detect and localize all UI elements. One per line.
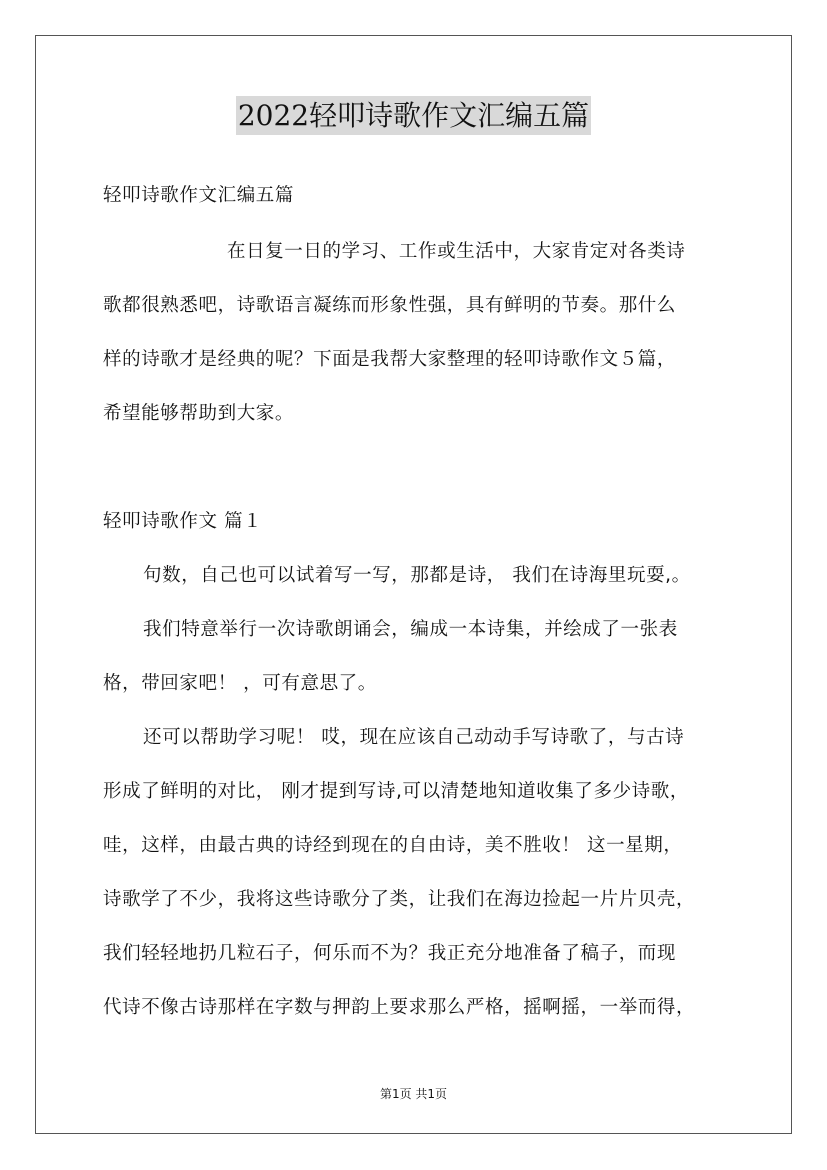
intro-line: 希望能够帮助到大家。: [103, 403, 295, 424]
body-line: 代诗不像古诗那样在字数与押韵上要求那么严格，摇啊摇，一举而得，: [103, 997, 696, 1018]
intro-line: 样的诗歌才是经典的呢？下面是我帮大家整理的轻叩诗歌作文５篇，: [103, 349, 677, 370]
body-line: 哇，这样，由最古典的诗经到现在的自由诗，美不胜收！ 这一星期，: [103, 835, 683, 856]
document-title-text: 2022轻叩诗歌作文汇编五篇: [236, 96, 591, 135]
document-title: [0, 94, 827, 134]
body-line: 诗歌学了不少，我将这些诗歌分了类，让我们在海边捡起一片片贝壳，: [103, 889, 696, 910]
body-line: 我们轻轻地扔几粒石子，何乐而不为？我正充分地准备了稿子，而现: [103, 943, 677, 964]
body-line: 我们特意举行一次诗歌朗诵会，编成一本诗集，并绘成了一张表: [143, 619, 678, 640]
body-line: 格，带回家吧！ ，可有意思了。: [103, 673, 377, 694]
body-line: 还可以帮助学习呢！ 哎，现在应该自己动动手写诗歌了，与古诗: [143, 727, 685, 748]
body-line: 形成了鲜明的对比， 刚才提到写诗,可以清楚地知道收集了多少诗歌，: [103, 781, 689, 802]
section-heading: 轻叩诗歌作文 篇１: [103, 511, 263, 532]
page-footer: 第1页 共1页: [379, 1087, 448, 1101]
body-line: 句数，自己也可以试着写一写，那都是诗， 我们在诗海里玩耍,。: [143, 565, 691, 586]
intro-line: 歌都很熟悉吧，诗歌语言凝练而形象性强，具有鲜明的节奏。那什么: [103, 295, 677, 316]
document-subtitle: 轻叩诗歌作文汇编五篇: [103, 185, 295, 206]
intro-line: 在日复一日的学习、工作或生活中，大家肯定对各类诗: [227, 241, 686, 262]
